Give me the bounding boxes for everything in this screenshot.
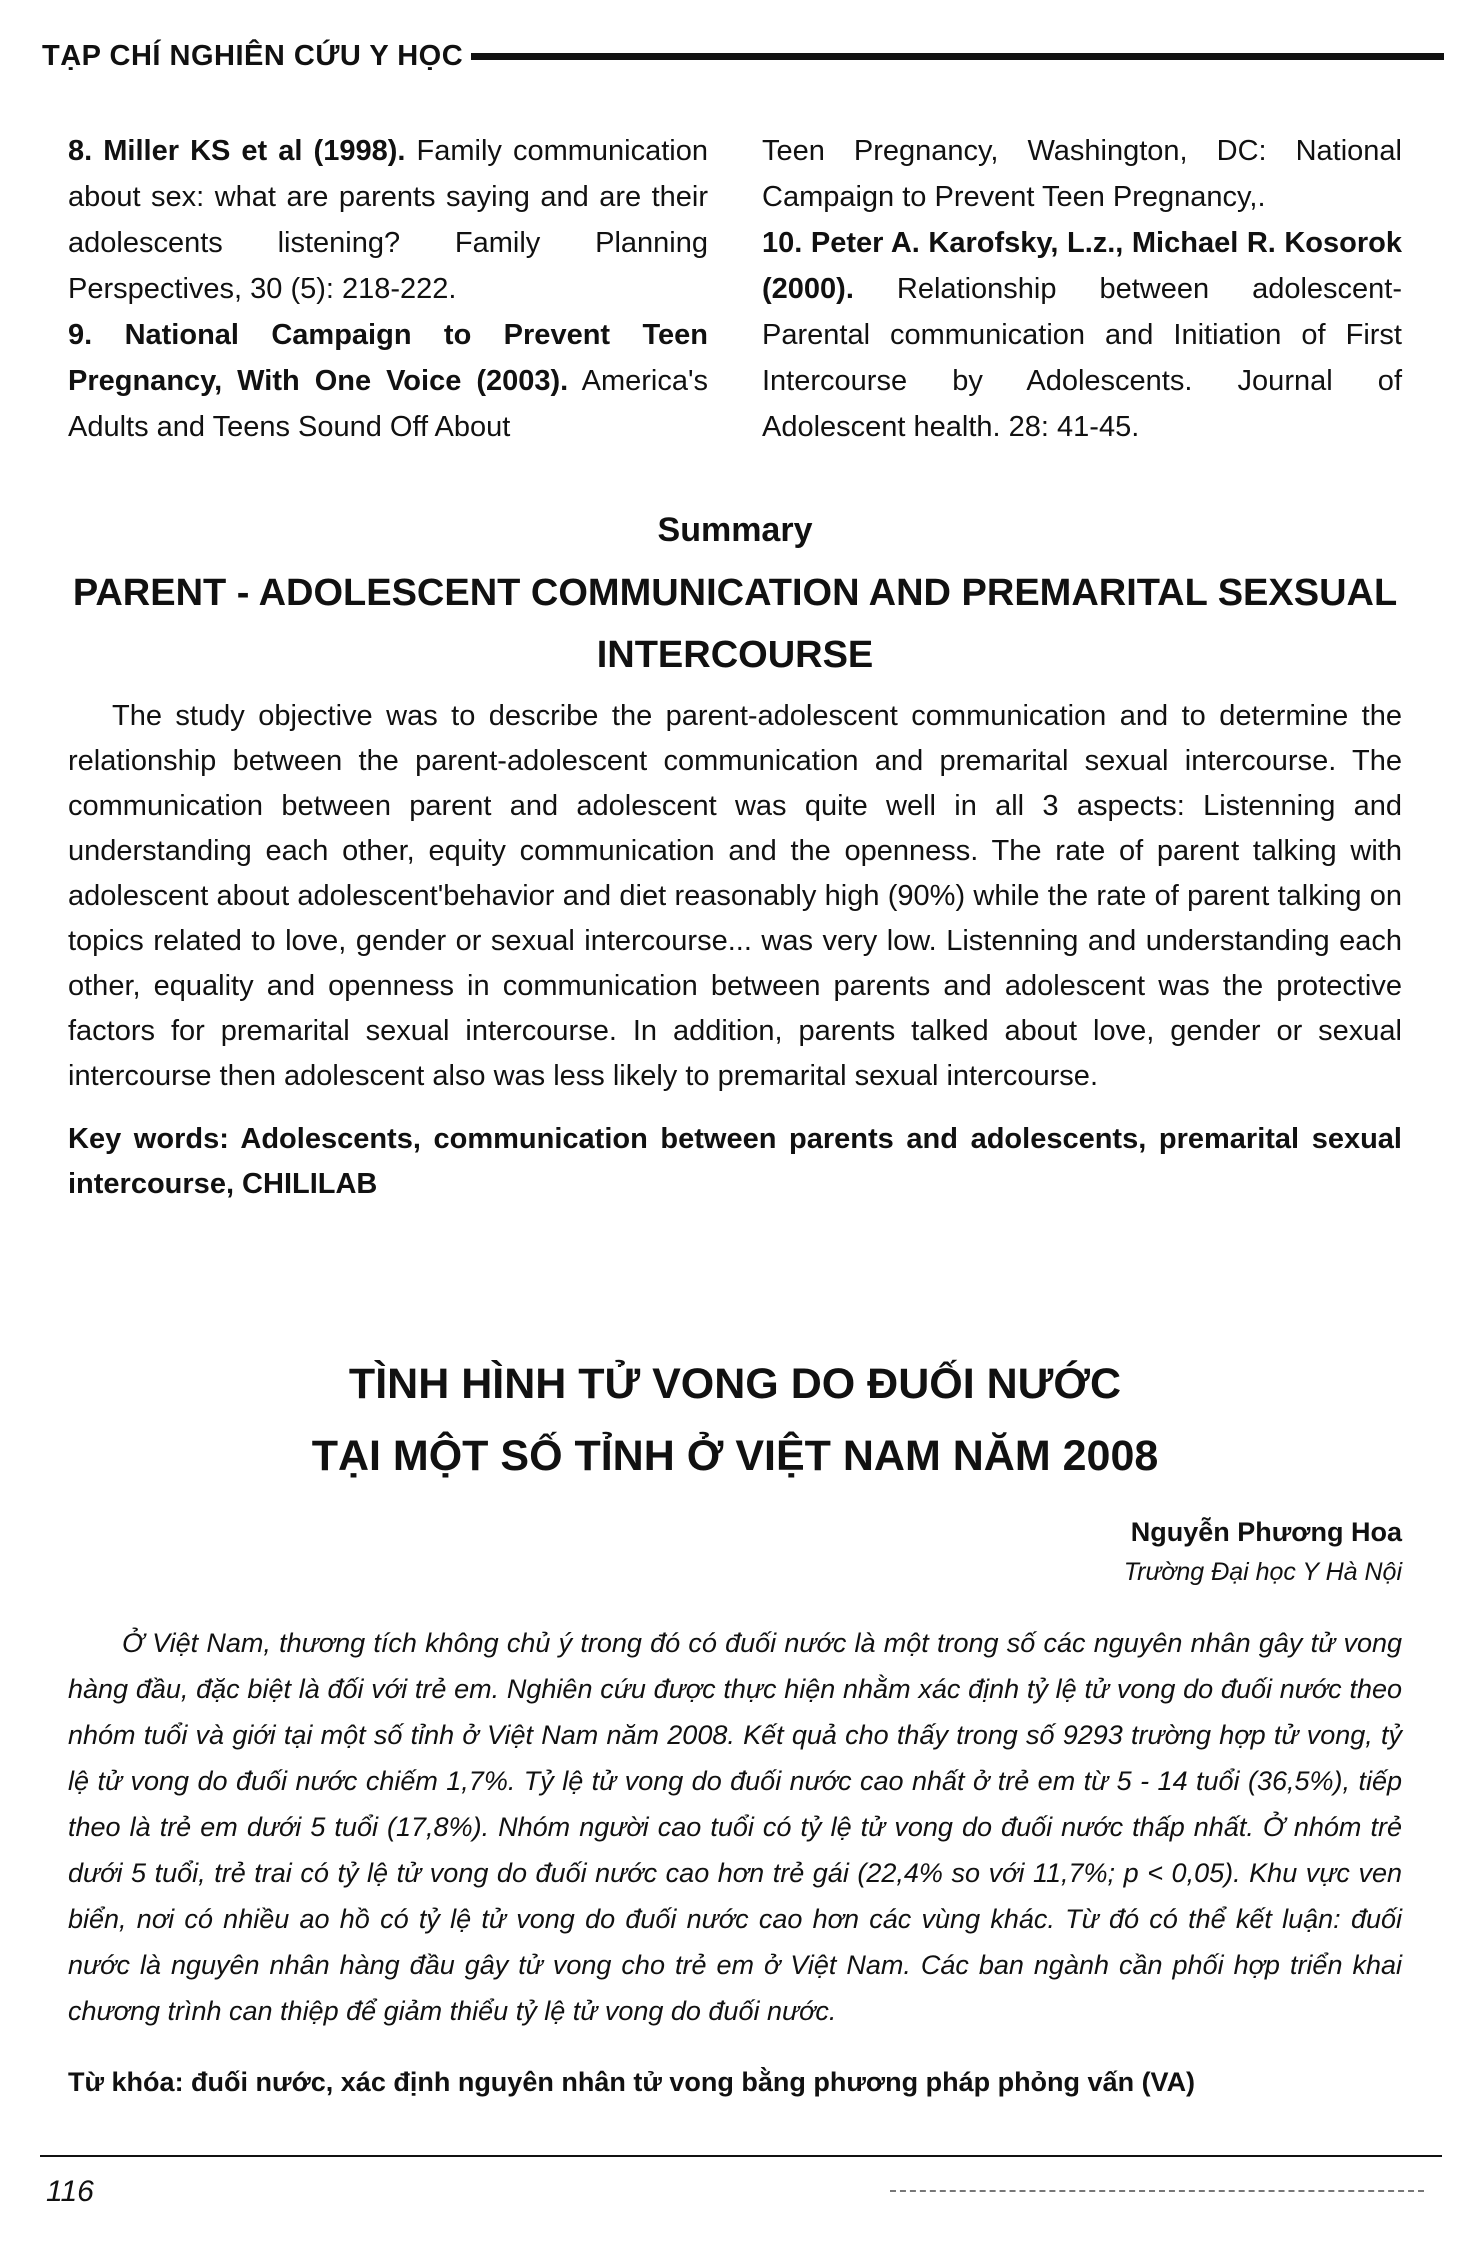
- journal-name: TẠP CHÍ NGHIÊN CỨU Y HỌC: [42, 39, 464, 72]
- reference-9: [68, 312, 708, 450]
- header-rule: [471, 53, 1444, 60]
- reference-9-citation: 9. National Campaign to Prevent Teen Pregnancy, With One Voice (2003).: [68, 319, 708, 397]
- reference-10: [762, 220, 1402, 450]
- reference-10-citation: 10. Peter A. Karofsky, L.z., Michael R. Kosorok (2000).: [762, 227, 1402, 305]
- english-summary: [68, 500, 1402, 1207]
- summary-heading: Summary: [657, 511, 813, 549]
- summary-keywords: Key words: Adolescents, communication between parents and adolescents, premarital sexual intercourse, CHILILAB: [68, 1123, 1402, 1200]
- reference-8: [68, 128, 708, 312]
- article-keywords: Từ khóa: đuối nước, xác định nguyên nhân tử vong bằng phương pháp phỏng vấn (VA): [68, 2067, 1196, 2097]
- running-header: [42, 26, 1444, 86]
- footer-rule: [40, 2155, 1442, 2157]
- article-title-line-1: TÌNH HÌNH TỬ VONG DO ĐUỐI NƯỚC: [348, 1360, 1122, 1408]
- article-section: [68, 1348, 1402, 2102]
- summary-body-text: The study objective was to describe the parent-adolescent communication and to determine the relationship between the parent-adolescent communication and premarital sexual intercourse. The communication between parent and adolescent was quite well in all 3 aspects: Listenning and understanding each other, equity communication and the openness. The rate of parent talking with adolescent about adolescent'behavior and diet reasonably high (90%) while the rate of parent talking on topics related to love, gender or sexual intercourse... was very low. Listenning and understanding each other, equality and openness in communication between parents and adolescent was the protective factors for premarital sexual intercourse. In addition, parents talked about love, gender or sexual intercourse then adolescent also was less likely to premarital sexual intercourse.: [68, 700, 1402, 1092]
- page-number: 116: [46, 2175, 94, 2208]
- author-affiliation: Trường Đại học Y Hà Nội: [1123, 1558, 1402, 1586]
- references-section: [68, 128, 1402, 450]
- footer-dashes: [890, 2190, 1424, 2192]
- reference-8-citation: 8. Miller KS et al (1998).: [68, 135, 406, 167]
- reference-10-text: Relationship between adolescent-Parental communication and Initiation of First Intercourse by Adolescents. Journal of Adolescent health. 28: 41-45.: [762, 273, 1402, 443]
- summary-title: PARENT - ADOLESCENT COMMUNICATION AND PREMARITAL SEXSUAL INTERCOURSE: [72, 572, 1398, 676]
- article-title-line-2: TẠI MỘT SỐ TỈNH Ở VIỆT NAM NĂM 2008: [311, 1432, 1159, 1480]
- reference-9-text: America's Adults and Teens Sound Off About: [68, 365, 709, 443]
- references-column-left: [68, 128, 708, 450]
- abstract-text: Ở Việt Nam, thương tích không chủ ý trong đó có đuối nước là một trong số các nguyên nhân gây tử vong hàng đầu, đặc biệt là đối với trẻ em. Nghiên cứu được thực hiện nhằm xác định tỷ lệ tử vong do đuối nước theo nhóm tuổi và giới tại một số tỉnh ở Việt Nam năm 2008. Kết quả cho thấy trong số 9293 trường hợp tử vong, tỷ lệ tử vong do đuối nước chiếm 1,7%. Tỷ lệ tử vong do đuối nước cao nhất ở trẻ em từ 5 - 14 tuổi (36,5%), tiếp theo là trẻ em dưới 5 tuổi (17,8%). Nhóm người cao tuổi có tỷ lệ tử vong do đuối nước thấp nhất. Ở nhóm trẻ dưới 5 tuổi, trẻ trai có tỷ lệ tử vong do đuối nước cao hơn trẻ gái (22,4% so với 11,7%; p < 0,05). Khu vực ven biển, nơi có nhiều ao hồ có tỷ lệ tử vong do đuối nước cao hơn các vùng khác. Từ đó có thể kết luận: đuối nước là nguyên nhân hàng đầu gây tử vong cho trẻ em ở Việt Nam. Các ban ngành cần phối hợp triển khai chương trình can thiệp để giảm thiểu tỷ lệ tử vong do đuối nước.: [68, 1628, 1402, 2026]
- author-name: Nguyễn Phương Hoa: [1130, 1517, 1402, 1547]
- abstract: [68, 1620, 1402, 2034]
- reference-8-text: Family communication about sex: what are parents saying and are their adolescents listening? Family Planning Perspectives, 30 (5): 218-222.: [68, 135, 708, 305]
- summary-body: [68, 694, 1402, 1099]
- article-title: [68, 1348, 1402, 1492]
- reference-9-continued: Teen Pregnancy, Washington, DC: National Campaign to Prevent Teen Pregnancy,.: [762, 135, 1402, 213]
- references-column-right: [762, 128, 1402, 450]
